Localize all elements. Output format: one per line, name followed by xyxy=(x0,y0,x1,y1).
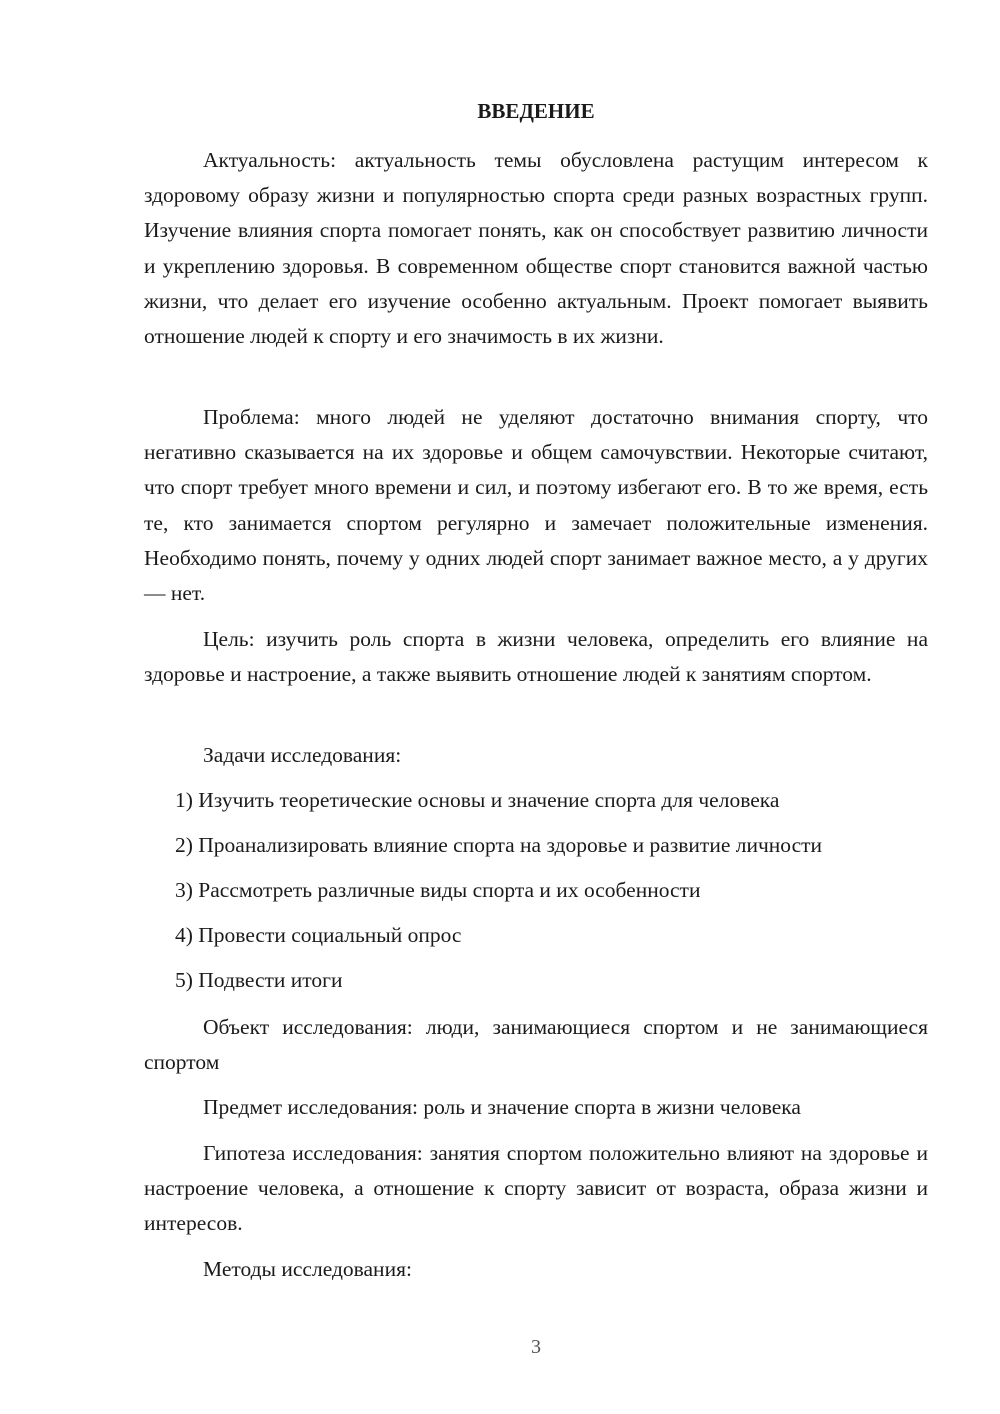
paragraph-hypothesis: Гипотеза исследования: занятия спортом положительно влияют на здоровье и настроение человека, а отношение к спорту зависит от возраста, образа жизни и интересов. xyxy=(144,1141,928,1236)
list-item: 2) Проанализировать влияние спорта на здоровье и развитие личности xyxy=(175,833,823,857)
page-number: 3 xyxy=(531,1336,541,1358)
tasks-title: Задачи исследования: xyxy=(203,743,402,767)
paragraph-problem: Проблема: много людей не уделяют достаточно внимания спорту, что негативно сказывается на их здоровье и общем самочувствии. Некоторые считают, что спорт требует много времени и сил, и поэтому избегают его. В то же время, есть те, кто занимается спортом регулярно и замечает положительные изменения. Необходимо понять, почему у одних людей спорт занимает важное место, а у других — нет. xyxy=(144,405,928,606)
paragraph-goal: Цель: изучить роль спорта в жизни человека, определить его влияние на здоровье и настроение, а также выявить отношение людей к занятиям спортом. xyxy=(144,627,928,687)
list-item: 5) Подвести итоги xyxy=(175,968,343,992)
paragraph-relevance: Актуальность: актуальность темы обусловлена растущим интересом к здоровому образу жизни и популярностью спорта среди разных возрастных групп. Изучение влияния спорта помогает понять, как он способствует развитию личности и укреплению здоровья. В современном обществе спорт становится важной частью жизни, что делает его изучение особенно актуальным. Проект помогает выявить отношение людей к спорту и его значимость в их жизни. xyxy=(144,148,928,349)
list-item: 3) Рассмотреть различные виды спорта и их особенности xyxy=(175,878,701,902)
paragraph-subject: Предмет исследования: роль и значение спорта в жизни человека xyxy=(203,1095,801,1119)
section-heading: ВВЕДЕНИЕ xyxy=(477,99,595,123)
methods-title: Методы исследования: xyxy=(203,1257,412,1281)
paragraph-object: Объект исследования: люди, занимающиеся спортом и не занимающиеся спортом xyxy=(144,1015,928,1075)
list-item: 4) Провести социальный опрос xyxy=(175,923,462,947)
list-item: 1) Изучить теоретические основы и значение спорта для человека xyxy=(175,788,780,812)
